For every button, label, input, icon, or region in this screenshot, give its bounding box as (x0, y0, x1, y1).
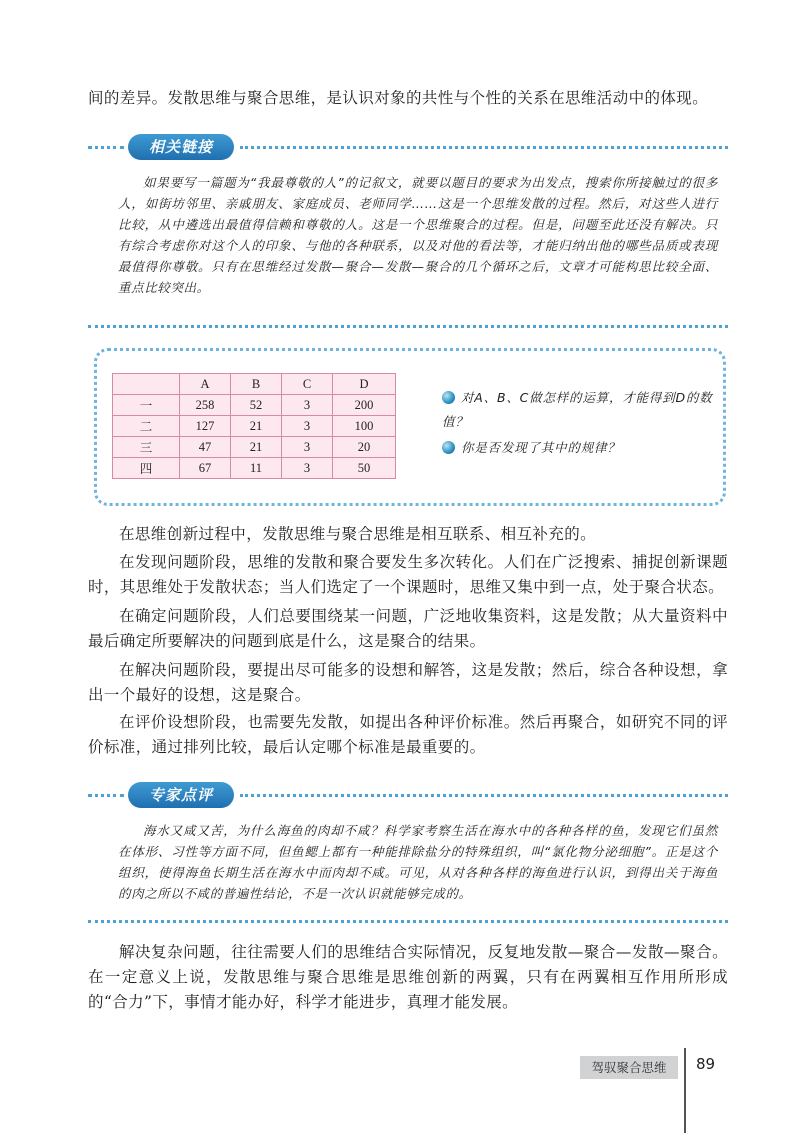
related-link-title: 相关链接 (128, 134, 234, 160)
table-header-cell: C (282, 374, 333, 395)
table-row (113, 437, 396, 458)
data-table (112, 373, 396, 479)
table-cell: 3 (282, 395, 333, 416)
table-header-cell: A (180, 374, 231, 395)
body-paragraph: 在发现问题阶段，思维的发散和聚合要发生多次转化。人们在广泛搜索、捕捉创新课题时，其思维处于发散状态；当人们选定了一个课题时，思维又集中到一点，处于聚合状态。 (88, 553, 728, 596)
table-cell: 200 (333, 395, 396, 416)
body-paragraph: 在评价设想阶段，也需要先发散，如提出各种评价标准。然后再聚合，如研究不同的评价标准，通过排列比较，最后认定哪个标准是最重要的。 (88, 713, 728, 756)
footer-rule (684, 1048, 686, 1133)
table-cell: 3 (282, 458, 333, 479)
question-1-text: 对A、B、C做怎样的运算，才能得到D的数值？ (442, 390, 713, 429)
table-cell: 258 (180, 395, 231, 416)
table-cell: 四 (113, 458, 180, 479)
table-cell: 二 (113, 416, 180, 437)
bullet-icon (442, 441, 455, 454)
intro-paragraph: 间的差异。发散思维与聚合思维，是认识对象的共性与个性的关系在思维活动中的体现。 (88, 89, 709, 107)
related-link-text: 如果要写一篇题为“我最尊敬的人”的记叙文，就要以题目的要求为出发点，搜索你所接触过的很多人，如街坊邻里、亲戚朋友、家庭成员、老师同学……这是一个思维发散的过程。然后，对这些人进行比较，从中遴选出最值得信赖和尊敬的人。这是一个思维聚合的过程。但是，问题至此还没有解决。只有综合考虑你对这个人的印象、与他的各种联系，以及对他的看法等，才能归纳出他的哪些品质或表现最值得你尊敬。只有在思维经过发散—聚合—发散—聚合的几个循环之后，文章才可能构思比较全面、重点比较突出。 (118, 175, 718, 295)
dotted-divider (88, 920, 728, 923)
question-2 (442, 436, 722, 460)
table-header-cell: B (231, 374, 282, 395)
question-2-text: 你是否发现了其中的规律？ (461, 440, 621, 455)
dotted-divider (240, 146, 728, 149)
table-cell: 20 (333, 437, 396, 458)
conclusion-paragraph: 解决复杂问题，往往需要人们的思维结合实际情况，反复地发散—聚合—发散—聚合。在一定意义上说，发散思维与聚合思维是思维创新的两翼，只有在两翼相互作用所形成的“合力”下，事情才能办好，科学才能进步，真理才能发展。 (88, 943, 728, 1011)
table-cell: 3 (282, 437, 333, 458)
table-cell: 47 (180, 437, 231, 458)
table-cell: 50 (333, 458, 396, 479)
expert-title: 专家点评 (128, 782, 234, 808)
dotted-divider (240, 794, 728, 797)
table-cell: 21 (231, 416, 282, 437)
dotted-divider (88, 325, 728, 328)
table-cell: 52 (231, 395, 282, 416)
table-header-cell (113, 374, 180, 395)
table-cell: 一 (113, 395, 180, 416)
related-link-header (88, 134, 728, 160)
bullet-icon (442, 391, 455, 404)
body-paragraph: 在思维创新过程中，发散思维与聚合思维是相互联系、相互补充的。 (119, 525, 597, 543)
dotted-divider (88, 146, 124, 149)
expert-header (88, 782, 728, 808)
table-header-cell: D (333, 374, 396, 395)
table-cell: 100 (333, 416, 396, 437)
table-row (113, 416, 396, 437)
expert-text: 海水又咸又苦，为什么海鱼的肉却不咸？科学家考察生活在海水中的各种各样的鱼，发现它们虽然在体形、习性等方面不同，但鱼鳃上都有一种能排除盐分的特殊组织，叫“氯化物分泌细胞”。正是这个组织，使得海鱼长期生活在海水中而肉却不咸。可见，从对各种各样的海鱼进行认识，到得出关于海鱼的肉之所以不咸的普遍性结论，不是一次认识就能够完成的。 (118, 823, 718, 901)
table-row (113, 395, 396, 416)
question-1 (442, 386, 722, 434)
page-number: 89 (696, 1055, 716, 1073)
table-cell: 67 (180, 458, 231, 479)
table-cell: 3 (282, 416, 333, 437)
dotted-divider (88, 794, 124, 797)
table-cell: 三 (113, 437, 180, 458)
table-cell: 127 (180, 416, 231, 437)
table-cell: 11 (231, 458, 282, 479)
body-paragraph: 在确定问题阶段，人们总要围绕某一问题，广泛地收集资料，这是发散；从大量资料中最后确定所要解决的问题到底是什么，这是聚合的结果。 (88, 607, 728, 650)
table-row (113, 458, 396, 479)
body-paragraph: 在解决问题阶段，要提出尽可能多的设想和解答，这是发散；然后，综合各种设想，拿出一个最好的设想，这是聚合。 (88, 661, 728, 704)
table-cell: 21 (231, 437, 282, 458)
chapter-tab: 驾驭聚合思维 (580, 1056, 678, 1079)
table-header-row (113, 374, 396, 395)
